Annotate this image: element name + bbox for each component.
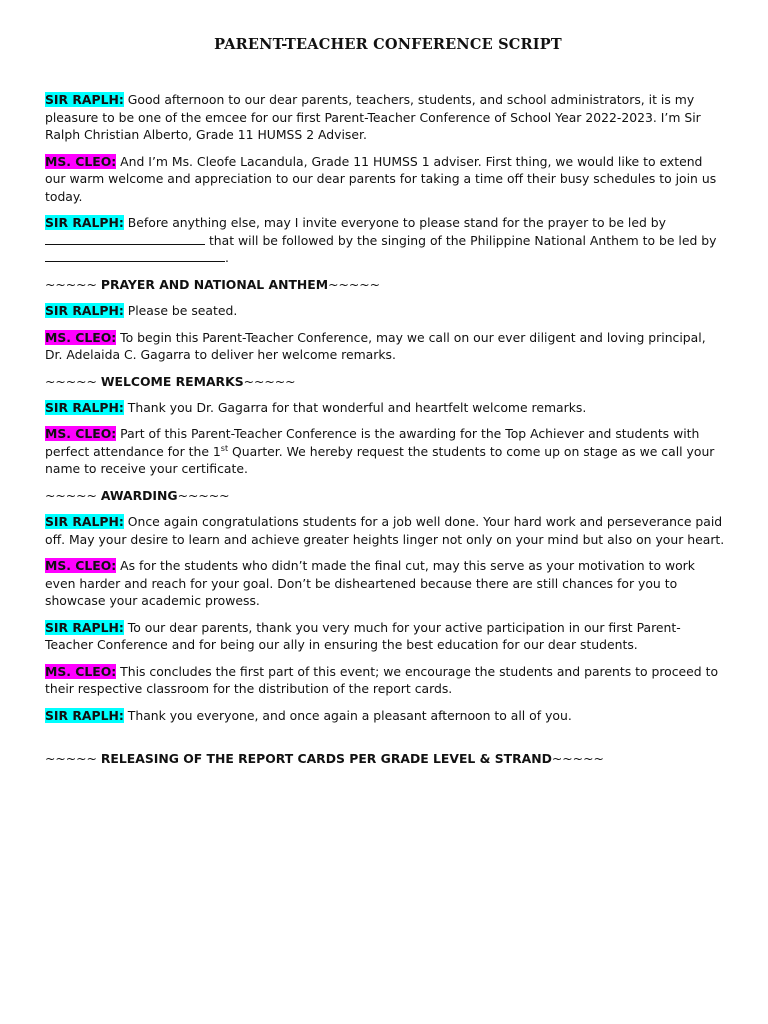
speaker-label: MS. CLEO: <box>45 153 117 169</box>
speaker-label: SIR RALPH: <box>45 399 124 415</box>
dialogue-text: This concludes the first part of this event; we encourage the students and parents to proceed to their respective classroom for the distribution of the report cards. <box>45 663 719 697</box>
script-line <box>45 399 725 417</box>
script-line <box>45 425 725 478</box>
segment-label: PRAYER AND NATIONAL ANTHEM <box>100 276 329 292</box>
dialogue-text: Please be seated. <box>123 303 238 319</box>
tilde-decoration: ~~~~~ <box>45 276 97 292</box>
ordinal-superscript: st <box>220 443 229 453</box>
script-line <box>45 153 725 206</box>
segment-label: WELCOME REMARKS <box>100 373 244 389</box>
tilde-decoration: ~~~~~ <box>177 487 230 503</box>
segment-marker <box>45 276 725 294</box>
fill-in-blank <box>45 232 205 245</box>
script-line <box>45 214 725 267</box>
dialogue-text: that will be followed by the singing of the Philippine National Anthem to be led by <box>205 232 717 248</box>
script-line <box>45 707 725 725</box>
speaker-label: MS. CLEO: <box>45 426 117 442</box>
tilde-decoration: ~~~~~ <box>243 373 296 389</box>
script-line <box>45 302 725 320</box>
fill-in-blank <box>45 249 225 262</box>
script-line <box>45 91 725 144</box>
dialogue-text: . <box>225 250 229 266</box>
dialogue-text: To begin this Parent-Teacher Conference, may we call on our ever diligent and loving principal, Dr. Adelaida C. Gagarra to deliver her welcome remarks. <box>45 329 706 363</box>
tilde-decoration: ~~~~~ <box>45 373 97 389</box>
dialogue-text: As for the students who didn’t made the final cut, may this serve as your motivation to work even harder and reach for your goal. Don’t be disheartened because there are still chances for you to showcase your academic prowess. <box>45 558 695 609</box>
segment-marker <box>45 373 725 391</box>
speaker-label: SIR RAPLH: <box>45 92 124 107</box>
segment-label: RELEASING OF THE REPORT CARDS PER GRADE LEVEL & STRAND <box>100 751 552 767</box>
speaker-label: SIR RALPH: <box>45 514 124 530</box>
script-line <box>45 557 725 610</box>
dialogue-text: Good afternoon to our dear parents, teachers, students, and school administrators, it is my pleasure to be one of the emcee for our first Parent-Teacher Conference of School Year 2022-2023. I’m Sir Ralph Christian Alberto, Grade 11 HUMSS 2 Adviser. <box>45 92 701 143</box>
script-line <box>45 329 725 364</box>
dialogue-text: Thank you Dr. Gagarra for that wonderful and heartfelt welcome remarks. <box>123 399 587 415</box>
speaker-label: MS. CLEO: <box>45 558 117 574</box>
tilde-decoration: ~~~~~ <box>551 751 604 767</box>
dialogue-text: Thank you everyone, and once again a pleasant afternoon to all of you. <box>123 707 572 723</box>
tilde-decoration: ~~~~~ <box>45 487 97 503</box>
script-line <box>45 619 725 654</box>
tilde-decoration: ~~~~~ <box>328 276 381 292</box>
dialogue-text: And I’m Ms. Cleofe Lacandula, Grade 11 HUMSS 1 adviser. First thing, we would like to extend our warm welcome and appreciation to our dear parents for taking a time off their busy schedules to join us today. <box>45 153 717 204</box>
tilde-decoration: ~~~~~ <box>45 751 97 767</box>
speaker-label: SIR RALPH: <box>45 303 124 319</box>
dialogue-text: Once again congratulations students for a job well done. Your hard work and perseverance paid off. May your desire to learn and achieve greater heights linger not only on your mind but also on your heart. <box>45 514 725 547</box>
dialogue-text: To our dear parents, thank you very much for your active participation in our first Parent-Teacher Conference and for being our ally in ensuring the best education for our dear students. <box>45 619 681 653</box>
document-title: PARENT-TEACHER CONFERENCE SCRIPT <box>214 36 562 53</box>
dialogue-text: Before anything else, may I invite everyone to please stand for the prayer to be led by <box>123 215 666 231</box>
script-line <box>45 663 725 698</box>
segment-label: AWARDING <box>100 487 178 503</box>
document-page <box>45 36 725 777</box>
speaker-label: SIR RALPH: <box>45 215 124 231</box>
script-line <box>45 513 725 548</box>
speaker-label: MS. CLEO: <box>45 329 117 345</box>
speaker-label: SIR RAPLH: <box>45 619 124 635</box>
segment-marker <box>45 750 725 768</box>
speaker-label: SIR RAPLH: <box>45 707 124 723</box>
speaker-label: MS. CLEO: <box>45 663 117 679</box>
dialogue-text: Part of this Parent-Teacher Conference is the awarding for the Top Achiever and students with perfect attendance for the 1 <box>45 426 700 459</box>
dialogue-text: Quarter. We hereby request the students to come up on stage as we call your name to receive your certificate. <box>45 443 715 477</box>
segment-marker <box>45 487 725 505</box>
